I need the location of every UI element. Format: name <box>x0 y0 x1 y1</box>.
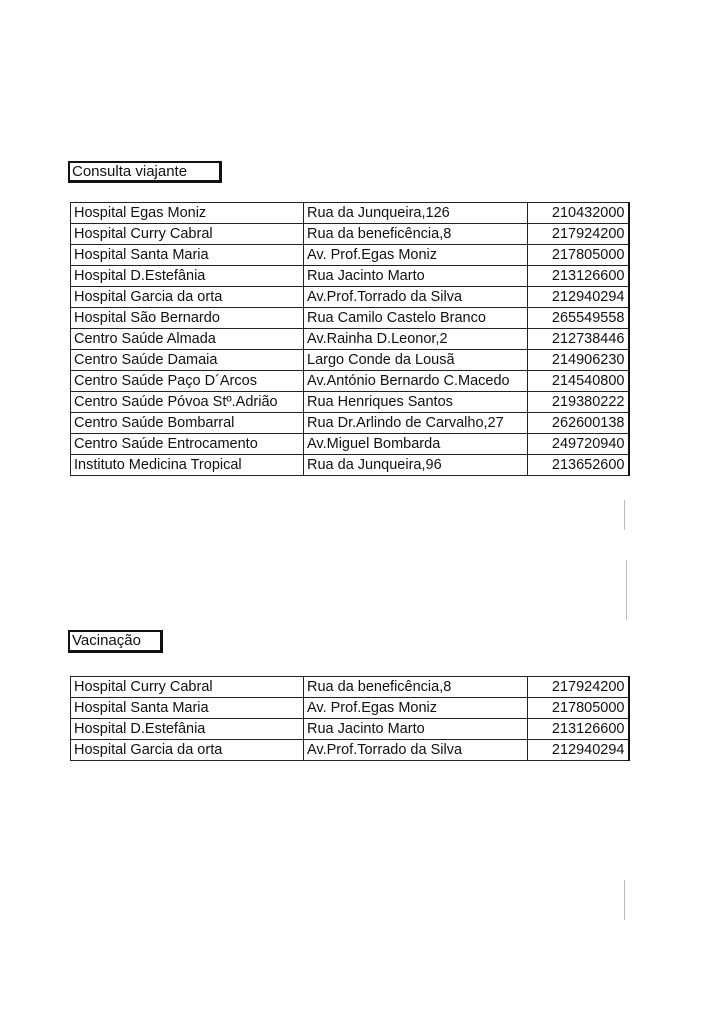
facility-name: Centro Saúde Entrocamento <box>71 434 304 455</box>
facility-phone: 249720940 <box>528 434 629 455</box>
table-row <box>71 350 629 371</box>
table-row <box>71 434 629 455</box>
facility-name: Hospital D.Estefânia <box>71 719 304 740</box>
facility-address: Av.António Bernardo C.Macedo <box>304 371 528 392</box>
facility-address: Rua Camilo Castelo Branco <box>304 308 528 329</box>
facility-phone: 219380222 <box>528 392 629 413</box>
scan-speck <box>624 500 625 530</box>
facility-name: Centro Saúde Póvoa Stº.Adrião <box>71 392 304 413</box>
facility-name: Centro Saúde Almada <box>71 329 304 350</box>
facility-phone: 212940294 <box>528 740 629 761</box>
facility-name: Hospital São Bernardo <box>71 308 304 329</box>
facility-name: Centro Saúde Paço D´Arcos <box>71 371 304 392</box>
facility-phone: 210432000 <box>528 203 629 224</box>
facility-phone: 217805000 <box>528 245 629 266</box>
facility-name: Instituto Medicina Tropical <box>71 455 304 476</box>
vacinacao-table-body <box>71 677 629 761</box>
facility-name: Hospital Santa Maria <box>71 698 304 719</box>
facility-name: Hospital Egas Moniz <box>71 203 304 224</box>
facility-phone: 214906230 <box>528 350 629 371</box>
table-row <box>71 392 629 413</box>
table-row <box>71 719 629 740</box>
facility-address: Rua da Junqueira,96 <box>304 455 528 476</box>
facility-address: Rua Henriques Santos <box>304 392 528 413</box>
facility-phone: 265549558 <box>528 308 629 329</box>
section-title-consulta-viajante: Consulta viajante <box>68 161 222 183</box>
facility-address: Av.Prof.Torrado da Silva <box>304 287 528 308</box>
facility-phone: 212940294 <box>528 287 629 308</box>
table-row <box>71 224 629 245</box>
facility-name: Hospital Santa Maria <box>71 245 304 266</box>
facility-address: Rua Jacinto Marto <box>304 719 528 740</box>
facility-name: Centro Saúde Bombarral <box>71 413 304 434</box>
table-row <box>71 677 629 698</box>
facility-name: Hospital D.Estefânia <box>71 266 304 287</box>
facility-address: Rua da Junqueira,126 <box>304 203 528 224</box>
table-row <box>71 308 629 329</box>
facility-phone: 214540800 <box>528 371 629 392</box>
table-row <box>71 455 629 476</box>
vacinacao-table <box>70 676 630 761</box>
facility-phone: 217924200 <box>528 224 629 245</box>
facility-name: Centro Saúde Damaia <box>71 350 304 371</box>
facility-phone: 213652600 <box>528 455 629 476</box>
facility-name: Hospital Garcia da orta <box>71 740 304 761</box>
facility-phone: 212738446 <box>528 329 629 350</box>
table-row <box>71 245 629 266</box>
facility-phone: 213126600 <box>528 266 629 287</box>
consulta-viajante-table <box>70 202 630 476</box>
table-row <box>71 287 629 308</box>
facility-address: Largo Conde da Lousã <box>304 350 528 371</box>
scan-speck <box>624 880 625 920</box>
table-row <box>71 329 629 350</box>
facility-phone: 262600138 <box>528 413 629 434</box>
facility-address: Av.Prof.Torrado da Silva <box>304 740 528 761</box>
table-row <box>71 740 629 761</box>
facility-address: Av. Prof.Egas Moniz <box>304 245 528 266</box>
table-row <box>71 266 629 287</box>
consulta-table-body <box>71 203 629 476</box>
facility-phone: 213126600 <box>528 719 629 740</box>
facility-address: Rua da beneficência,8 <box>304 677 528 698</box>
facility-address: Av. Prof.Egas Moniz <box>304 698 528 719</box>
facility-address: Av.Miguel Bombarda <box>304 434 528 455</box>
table-row <box>71 413 629 434</box>
scan-speck <box>626 560 627 620</box>
table-row <box>71 698 629 719</box>
facility-address: Rua Jacinto Marto <box>304 266 528 287</box>
table-row <box>71 203 629 224</box>
facility-name: Hospital Curry Cabral <box>71 224 304 245</box>
facility-phone: 217805000 <box>528 698 629 719</box>
facility-address: Av.Rainha D.Leonor,2 <box>304 329 528 350</box>
facility-address: Rua da beneficência,8 <box>304 224 528 245</box>
facility-name: Hospital Garcia da orta <box>71 287 304 308</box>
facility-name: Hospital Curry Cabral <box>71 677 304 698</box>
facility-address: Rua Dr.Arlindo de Carvalho,27 <box>304 413 528 434</box>
table-row <box>71 371 629 392</box>
facility-phone: 217924200 <box>528 677 629 698</box>
section-title-vacinacao: Vacinação <box>68 630 163 653</box>
